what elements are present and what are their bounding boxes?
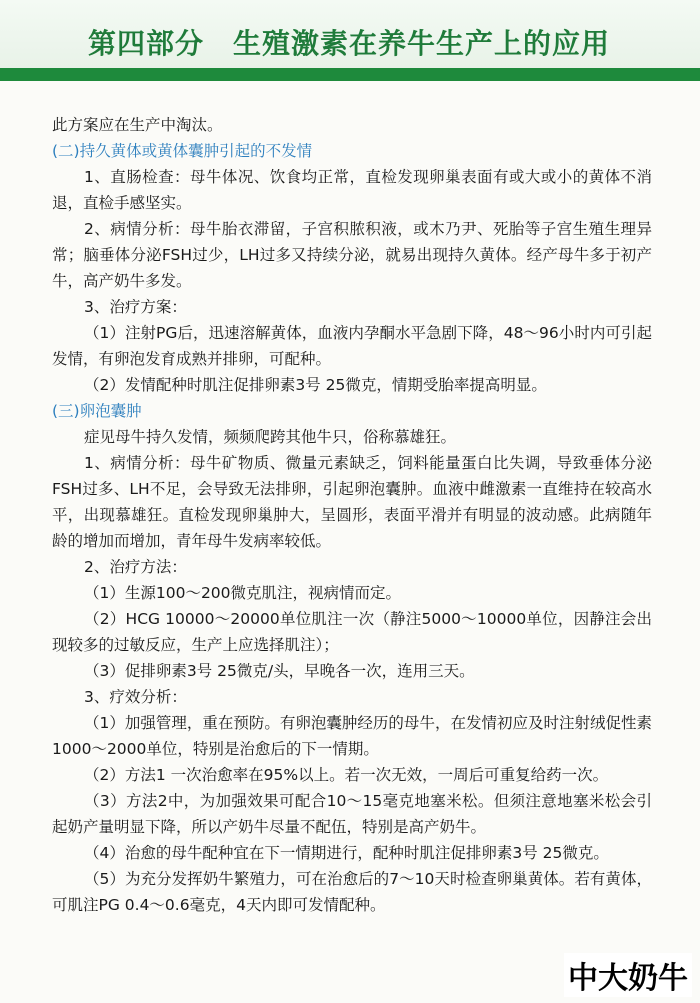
page-body	[52, 112, 652, 918]
watermark-logo-text: 中大奶牛	[564, 953, 692, 997]
paragraph: 3、治疗方案：	[84, 298, 187, 316]
paragraph: 1、直肠检查：母牛体况、饮食均正常，直检发现卵巢表面有或大或小的黄体不消退，直检手感坚实。	[52, 168, 652, 212]
chapter-title: 第四部分 生殖激素在养牛生产上的应用	[88, 27, 611, 60]
paragraph: （1）生源100～200微克肌注，视病情而定。	[84, 584, 402, 602]
paragraph: （3）方法2中，为加强效果可配合10～15毫克地塞米松。但须注意地塞米松会引起奶产量明显下降，所以产奶牛尽量不配伍，特别是高产奶牛。	[52, 792, 652, 836]
paragraph: （3）促排卵素3号 25微克/头，早晚各一次，连用三天。	[84, 662, 475, 680]
paragraph: （2）方法1 一次治愈率在95%以上。若一次无效，一周后可重复给药一次。	[84, 766, 609, 784]
paragraph: 1、病情分析：母牛矿物质、微量元素缺乏，饲料能量蛋白比失调，导致垂体分泌FSH过多、LH不足，会导致无法排卵，引起卵泡囊肿。血液中雌激素一直维持在较高水平，出现慕雄狂。直检发现卵巢肿大，呈圆形，表面平滑并有明显的波动感。此病随年龄的增加而增加，青年母牛发病率较低。	[52, 454, 652, 550]
page-header	[0, 0, 700, 80]
header-green-bar	[0, 68, 700, 81]
paragraph: （2）发情配种时肌注促排卵素3号 25微克，情期受胎率提高明显。	[84, 376, 547, 394]
paragraph: （1）注射PG后，迅速溶解黄体，血液内孕酮水平急剧下降，48～96小时内可引起发情，有卵泡发育成熟并排卵，可配种。	[52, 324, 652, 368]
paragraph: 3、疗效分析：	[84, 688, 187, 706]
paragraph: （2）HCG 10000～20000单位肌注一次（静注5000～10000单位，因静注会出现较多的过敏反应，生产上应选择肌注）；	[52, 610, 652, 654]
paragraph: （1）加强管理，重在预防。有卵泡囊肿经历的母牛，在发情初应及时注射绒促性素 1000～2000单位，特别是治愈后的下一情期。	[52, 714, 652, 758]
paragraph: 2、治疗方法：	[84, 558, 187, 576]
section-heading: (三)卵泡囊肿	[52, 402, 142, 420]
paragraph: 2、病情分析：母牛胎衣滞留，子宫积脓积液，或木乃尹、死胎等子宫生殖生理异常；脑垂体分泌FSH过少，LH过多又持续分泌，就易出现持久黄体。经产母牛多于初产牛，高产奶牛多发。	[52, 220, 652, 290]
paragraph: 症见母牛持久发情，频频爬跨其他牛只，俗称慕雄狂。	[84, 428, 457, 446]
section-heading: (二)持久黄体或黄体囊肿引起的不发情	[52, 142, 313, 160]
paragraph: （4）治愈的母牛配种宜在下一情期进行，配种时肌注促排卵素3号 25微克。	[84, 844, 609, 862]
paragraph: 此方案应在生产中淘汰。	[52, 116, 223, 134]
paragraph: （5）为充分发挥奶牛繁殖力，可在治愈后的7～10天时检查卵巢黄体。若有黄体，可肌注PG 0.4～0.6毫克，4天内即可发情配种。	[52, 870, 652, 914]
